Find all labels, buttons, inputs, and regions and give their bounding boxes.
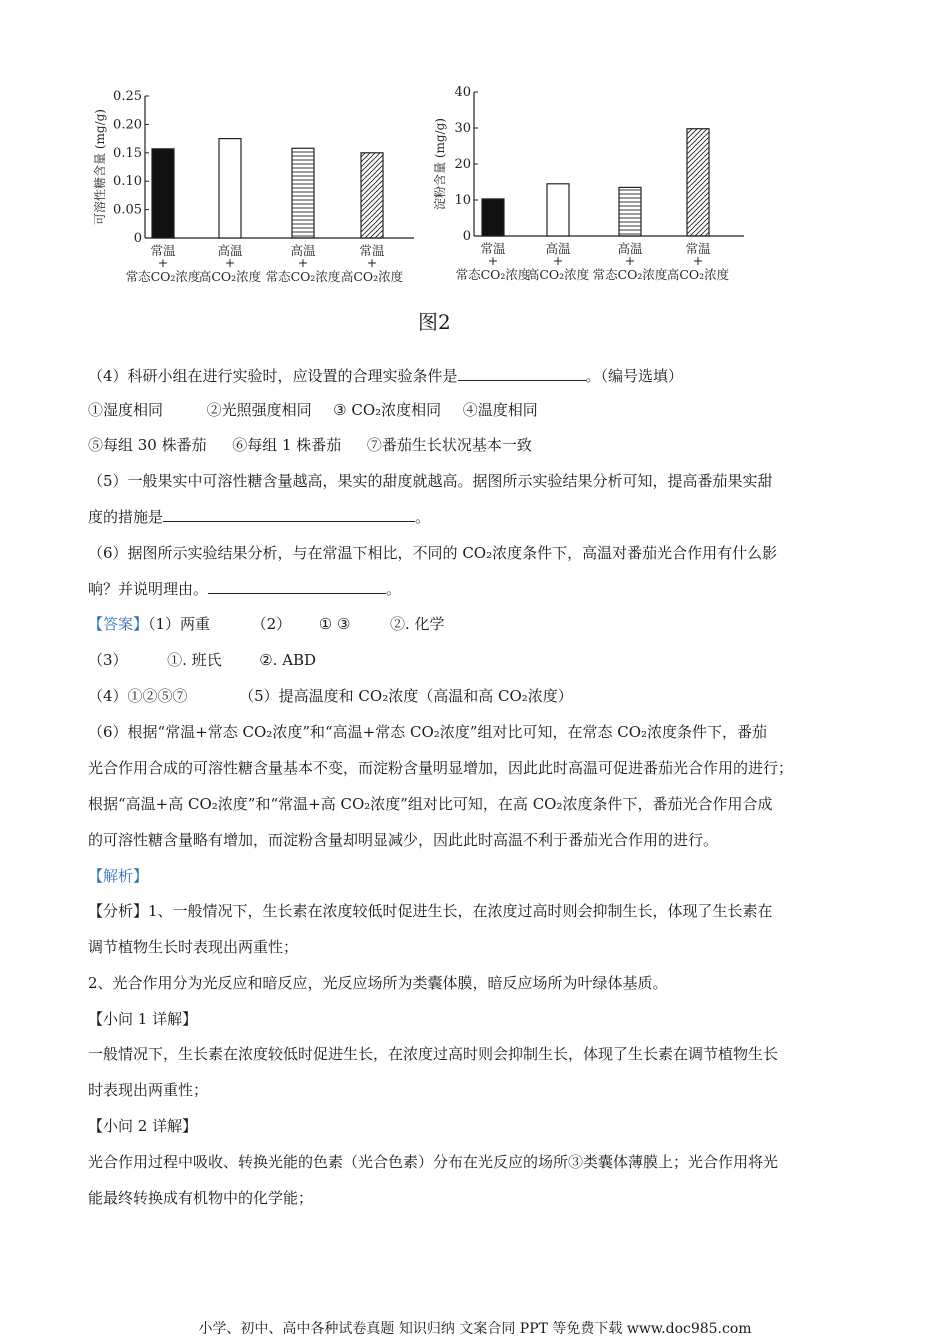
bar [687, 129, 709, 236]
x-tick-label: 常温 [359, 243, 385, 258]
sub-question-2-line1: 光合作用过程中吸收、转换光能的色素（光合色素）分布在光反应的场所③类囊体薄膜上；光合作用将光 [88, 1153, 779, 1171]
answer-line3 [88, 686, 573, 706]
answer-line2 [88, 650, 316, 670]
q5-line1: （5）一般果实中可溶性糖含量越高，果实的甜度就越高。据图所示实验结果分析可知，提高番茄果实甜 [88, 472, 773, 490]
answer-6-line3: 根据“高温+高 CO₂浓度”和“常温+高 CO₂浓度”组对比可知，在高 CO₂浓度条件下，番茄光合作用合成 [88, 795, 773, 813]
answer-6-line1: （6）根据“常温+常态 CO₂浓度”和“高温+常态 CO₂浓度”组对比可知，在常态 CO₂浓度条件下，番茄 [88, 723, 768, 741]
y-tick-label: 0.10 [113, 174, 142, 190]
sub-question-2-line2: 能最终转换成有机物中的化学能； [88, 1189, 314, 1207]
y-tick-label: 30 [454, 121, 471, 136]
answer-6-line4: 的可溶性糖含量略有增加，而淀粉含量却明显减少，因此此时高温不利于番茄光合作用的进行。 [88, 831, 719, 849]
sub-question-1-heading: 【小问 1 详解】 [88, 1010, 198, 1028]
x-tick-label: 常温 [480, 241, 506, 256]
y-tick-label: 0 [462, 229, 471, 244]
bar [219, 139, 241, 238]
analysis-p2: 2、光合作用分为光反应和暗反应，光反应场所为类囊体膜，暗反应场所为叶绿体基质。 [88, 974, 668, 992]
answer-tag: 【答案】 [88, 615, 149, 633]
chart-starch [432, 84, 752, 296]
x-tick-label: 常态CO₂浓度 [125, 269, 201, 284]
q4-tail: 。（编号选填） [585, 367, 684, 385]
y-tick-label: 0.15 [113, 145, 142, 161]
y-tick-label: 20 [454, 157, 471, 172]
bar [292, 148, 314, 238]
answer-3-1: ①. 班氏 [167, 651, 222, 669]
sub-question-1-line1: 一般情况下，生长素在浓度较低时促进生长，在浓度过高时则会抑制生长，体现了生长素在调节植物生长 [88, 1045, 779, 1063]
q5-line2 [88, 507, 430, 527]
x-tick-label: 高CO₂浓度 [666, 267, 730, 282]
analysis-p1-line1: 【分析】1、一般情况下，生长素在浓度较低时促进生长，在浓度过高时则会抑制生长，体现了生长素在 [88, 902, 773, 920]
y-tick-label: 0.20 [113, 117, 142, 133]
answer-2-1: ① ③ [318, 615, 351, 633]
x-tick-label: 高CO₂浓度 [340, 269, 404, 284]
q4-blank[interactable] [458, 366, 586, 381]
chart-soluble-sugar-svg [92, 86, 422, 296]
analysis-tag: 【解析】 [88, 867, 149, 885]
y-axis-label: 淀粉含量 (mg/g) [433, 118, 447, 210]
q4-options-row2 [88, 435, 532, 455]
x-tick-label: 常态CO₂浓度 [592, 267, 668, 282]
x-tick-label: + [297, 255, 309, 270]
y-tick-label: 40 [454, 85, 471, 100]
x-tick-label: 高温 [617, 241, 643, 256]
x-tick-label: + [487, 253, 499, 268]
figure-label: 图2 [418, 310, 451, 334]
bar [152, 149, 174, 238]
x-tick-label: 高温 [217, 243, 243, 258]
q4-option-4: ④温度相同 [462, 401, 538, 419]
answer-4: （4）①②⑤⑦ [88, 687, 188, 705]
x-tick-label: 高CO₂浓度 [198, 269, 262, 284]
answer-1: （1）两重 [148, 615, 211, 633]
sub-question-2-heading: 【小问 2 详解】 [88, 1117, 198, 1135]
q4-options-row1 [88, 400, 538, 420]
page-footer: 小学、初中、高中各种试卷真题 知识归纳 文案合同 PPT 等免费下载 www.doc985.com [198, 1321, 752, 1337]
q4-option-6: ⑥每组 1 株番茄 [232, 436, 342, 454]
x-tick-label: 高温 [545, 241, 571, 256]
q4-option-2: ②光照强度相同 [206, 401, 312, 419]
y-tick-label: 0.25 [113, 89, 142, 104]
q4-line [88, 366, 683, 386]
x-tick-label: + [366, 255, 378, 270]
answer-3-2: ②. ABD [259, 651, 317, 669]
x-tick-label: + [692, 253, 704, 268]
q5-blank[interactable] [163, 507, 415, 522]
x-tick-label: + [224, 255, 236, 270]
x-tick-label: 常温 [685, 241, 711, 256]
analysis-p1-line2: 调节植物生长时表现出两重性； [88, 938, 299, 956]
x-tick-label: 常温 [150, 243, 176, 258]
answer-line1 [88, 614, 445, 634]
q6-text: 响？并说明理由。 [88, 580, 209, 598]
q4-text: （4）科研小组在进行实验时，应设置的合理实验条件是 [88, 367, 458, 385]
q4-option-1: ①湿度相同 [88, 401, 164, 419]
q4-option-3: ③ CO₂浓度相同 [333, 401, 442, 419]
x-tick-label: 高CO₂浓度 [526, 267, 590, 282]
q4-option-7: ⑦番茄生长状况基本一致 [366, 436, 532, 454]
chart-soluble-sugar [92, 86, 422, 296]
x-tick-label: 常态CO₂浓度 [455, 267, 531, 282]
q6-line1: （6）据图所示实验结果分析，与在常温下相比，不同的 CO₂浓度条件下，高温对番茄光合作用有什么影 [88, 544, 778, 562]
answer-5: （5）提高温度和 CO₂浓度（高温和高 CO₂浓度） [239, 687, 573, 705]
q6-tail: 。 [386, 580, 402, 598]
y-tick-label: 0.05 [113, 202, 142, 218]
bar [361, 153, 383, 238]
answer-3: （3） [88, 651, 128, 669]
sub-question-1-line2: 时表现出两重性； [88, 1081, 209, 1099]
y-tick-label: 0 [133, 231, 142, 246]
x-tick-label: + [552, 253, 564, 268]
q6-line2 [88, 579, 401, 599]
bar [547, 184, 569, 236]
x-tick-label: + [157, 255, 169, 270]
y-tick-label: 10 [454, 193, 471, 208]
answer-2-2: ②. 化学 [389, 615, 445, 633]
x-tick-label: 高温 [290, 243, 316, 258]
answer-6-line2: 光合作用合成的可溶性糖含量基本不变，而淀粉含量明显增加，因此此时高温可促进番茄光合作用的进行； [88, 759, 794, 777]
bar [619, 187, 641, 236]
y-axis-label: 可溶性糖含量 (mg/g) [93, 109, 107, 225]
chart-starch-svg [432, 84, 752, 296]
x-tick-label: 常态CO₂浓度 [265, 269, 341, 284]
q6-blank[interactable] [208, 579, 386, 594]
x-tick-label: + [624, 253, 636, 268]
q5-text: 度的措施是 [88, 508, 164, 526]
answer-2: （2） [251, 615, 292, 633]
q5-tail: 。 [415, 508, 431, 526]
bar [482, 199, 504, 236]
q4-option-5: ⑤每组 30 株番茄 [88, 436, 207, 454]
